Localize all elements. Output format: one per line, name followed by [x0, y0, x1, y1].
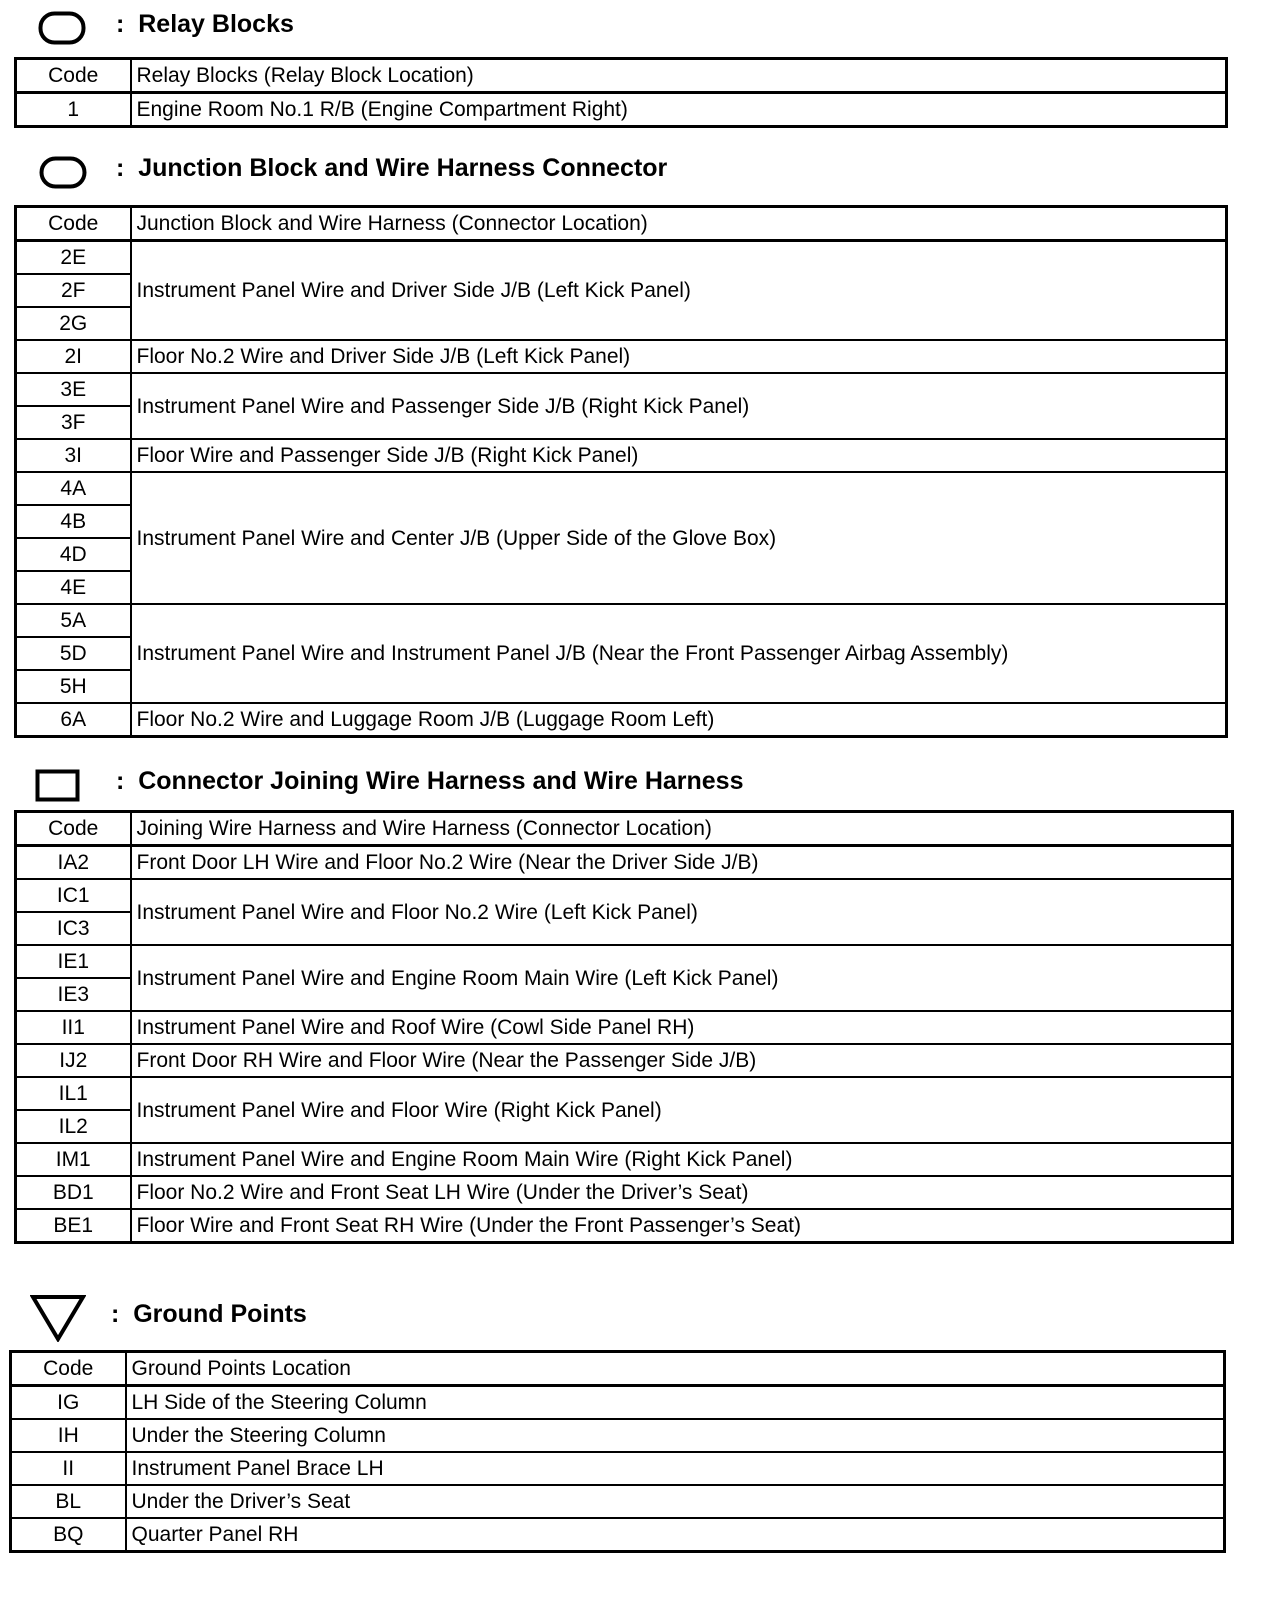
joining-connector-title: Connector Joining Wire Harness and Wire Harness [138, 767, 744, 795]
code-cell: 2I [16, 340, 131, 373]
code-cell: IH [11, 1419, 126, 1452]
ground-points-title: Ground Points [133, 1300, 307, 1328]
table-row [11, 1452, 1225, 1485]
description-cell: Instrument Panel Wire and Center J/B (Upper Side of the Glove Box) [131, 472, 1227, 604]
description-column-header: Joining Wire Harness and Wire Harness (Connector Location) [131, 812, 1233, 846]
code-cell: 1 [16, 93, 131, 127]
code-cell: 4E [16, 571, 131, 604]
table-row [16, 703, 1227, 737]
code-cell: IG [11, 1386, 126, 1420]
code-cell: IJ2 [16, 1044, 131, 1077]
table-header-row [16, 207, 1227, 241]
table-row [16, 945, 1233, 978]
code-cell: IC3 [16, 912, 131, 945]
code-column-header: Code [16, 812, 131, 846]
table-row [16, 472, 1227, 505]
code-cell: IL2 [16, 1110, 131, 1143]
code-cell: II [11, 1452, 126, 1485]
joining-connector-table [14, 810, 1234, 1244]
ground-point-triangle-down-icon [30, 1294, 86, 1342]
description-cell: Instrument Panel Wire and Roof Wire (Cowl Side Panel RH) [131, 1011, 1233, 1044]
code-cell: IL1 [16, 1077, 131, 1110]
table-row [11, 1485, 1225, 1518]
code-cell: 4B [16, 505, 131, 538]
description-cell: Floor Wire and Front Seat RH Wire (Under the Front Passenger’s Seat) [131, 1209, 1233, 1243]
table-row [16, 1176, 1233, 1209]
table-row [11, 1386, 1225, 1420]
table-row [16, 1209, 1233, 1243]
table-row [16, 373, 1227, 406]
table-row [16, 1044, 1233, 1077]
code-cell: BD1 [16, 1176, 131, 1209]
table-header-row [16, 812, 1233, 846]
description-cell: Instrument Panel Brace LH [126, 1452, 1225, 1485]
relay-blocks-table [14, 57, 1228, 128]
heading-separator: : [111, 1300, 120, 1328]
description-column-header: Relay Blocks (Relay Block Location) [131, 59, 1227, 93]
description-cell: Engine Room No.1 R/B (Engine Compartment Right) [131, 93, 1227, 127]
code-cell: 2F [16, 274, 131, 307]
description-cell: Floor No.2 Wire and Luggage Room J/B (Luggage Room Left) [131, 703, 1227, 737]
code-cell: 4D [16, 538, 131, 571]
table-row [16, 846, 1233, 880]
code-cell: 2E [16, 241, 131, 275]
description-cell: Instrument Panel Wire and Passenger Side J/B (Right Kick Panel) [131, 373, 1227, 439]
relay-block-rounded-oval-icon [38, 11, 86, 45]
description-cell: Under the Driver’s Seat [126, 1485, 1225, 1518]
code-cell: 2G [16, 307, 131, 340]
description-cell: Floor No.2 Wire and Driver Side J/B (Left Kick Panel) [131, 340, 1227, 373]
junction-block-rounded-oval-icon [39, 156, 87, 189]
code-cell: 5H [16, 670, 131, 703]
table-row [11, 1419, 1225, 1452]
code-column-header: Code [16, 207, 131, 241]
code-cell: 4A [16, 472, 131, 505]
description-column-header: Junction Block and Wire Harness (Connector Location) [131, 207, 1227, 241]
code-cell: 3F [16, 406, 131, 439]
code-cell: 6A [16, 703, 131, 737]
code-cell: IE3 [16, 978, 131, 1011]
description-column-header: Ground Points Location [126, 1352, 1225, 1386]
relay-blocks-title: Relay Blocks [138, 10, 294, 38]
description-cell: Front Door RH Wire and Floor Wire (Near the Passenger Side J/B) [131, 1044, 1233, 1077]
joining-connector-heading [116, 767, 743, 796]
ground-points-heading [111, 1300, 307, 1329]
description-cell: LH Side of the Steering Column [126, 1386, 1225, 1420]
table-row [16, 1011, 1233, 1044]
table-row [16, 340, 1227, 373]
code-cell: 5A [16, 604, 131, 637]
description-cell: Instrument Panel Wire and Instrument Panel J/B (Near the Front Passenger Airbag Assembly) [131, 604, 1227, 703]
description-cell: Instrument Panel Wire and Engine Room Main Wire (Right Kick Panel) [131, 1143, 1233, 1176]
code-cell: II1 [16, 1011, 131, 1044]
code-cell: BL [11, 1485, 126, 1518]
junction-block-table [14, 205, 1228, 738]
description-cell: Floor Wire and Passenger Side J/B (Right Kick Panel) [131, 439, 1227, 472]
description-cell: Instrument Panel Wire and Engine Room Main Wire (Left Kick Panel) [131, 945, 1233, 1011]
code-cell: IC1 [16, 879, 131, 912]
relay-blocks-heading [116, 10, 294, 39]
code-cell: 3E [16, 373, 131, 406]
table-row [16, 879, 1233, 912]
code-cell: IA2 [16, 846, 131, 880]
table-header-row [16, 59, 1227, 93]
description-cell: Instrument Panel Wire and Floor Wire (Right Kick Panel) [131, 1077, 1233, 1143]
ground-points-table [9, 1350, 1226, 1553]
table-row [16, 1143, 1233, 1176]
code-column-header: Code [11, 1352, 126, 1386]
code-cell: 5D [16, 637, 131, 670]
table-header-row [11, 1352, 1225, 1386]
heading-separator: : [116, 154, 125, 182]
table-row [11, 1518, 1225, 1552]
description-cell: Floor No.2 Wire and Front Seat LH Wire (Under the Driver’s Seat) [131, 1176, 1233, 1209]
table-row [16, 1077, 1233, 1110]
table-row [16, 604, 1227, 637]
code-column-header: Code [16, 59, 131, 93]
code-cell: 3I [16, 439, 131, 472]
code-cell: IM1 [16, 1143, 131, 1176]
description-cell: Quarter Panel RH [126, 1518, 1225, 1552]
table-row [16, 439, 1227, 472]
table-row [16, 93, 1227, 127]
code-cell: BQ [11, 1518, 126, 1552]
junction-block-heading [116, 154, 667, 183]
description-cell: Under the Steering Column [126, 1419, 1225, 1452]
heading-separator: : [116, 10, 125, 38]
table-row [16, 241, 1227, 275]
code-cell: BE1 [16, 1209, 131, 1243]
code-cell: IE1 [16, 945, 131, 978]
description-cell: Instrument Panel Wire and Driver Side J/B (Left Kick Panel) [131, 241, 1227, 341]
description-cell: Front Door LH Wire and Floor No.2 Wire (Near the Driver Side J/B) [131, 846, 1233, 880]
heading-separator: : [116, 767, 125, 795]
description-cell: Instrument Panel Wire and Floor No.2 Wire (Left Kick Panel) [131, 879, 1233, 945]
junction-block-title: Junction Block and Wire Harness Connector [138, 154, 668, 182]
joining-connector-rectangle-icon [35, 769, 81, 803]
